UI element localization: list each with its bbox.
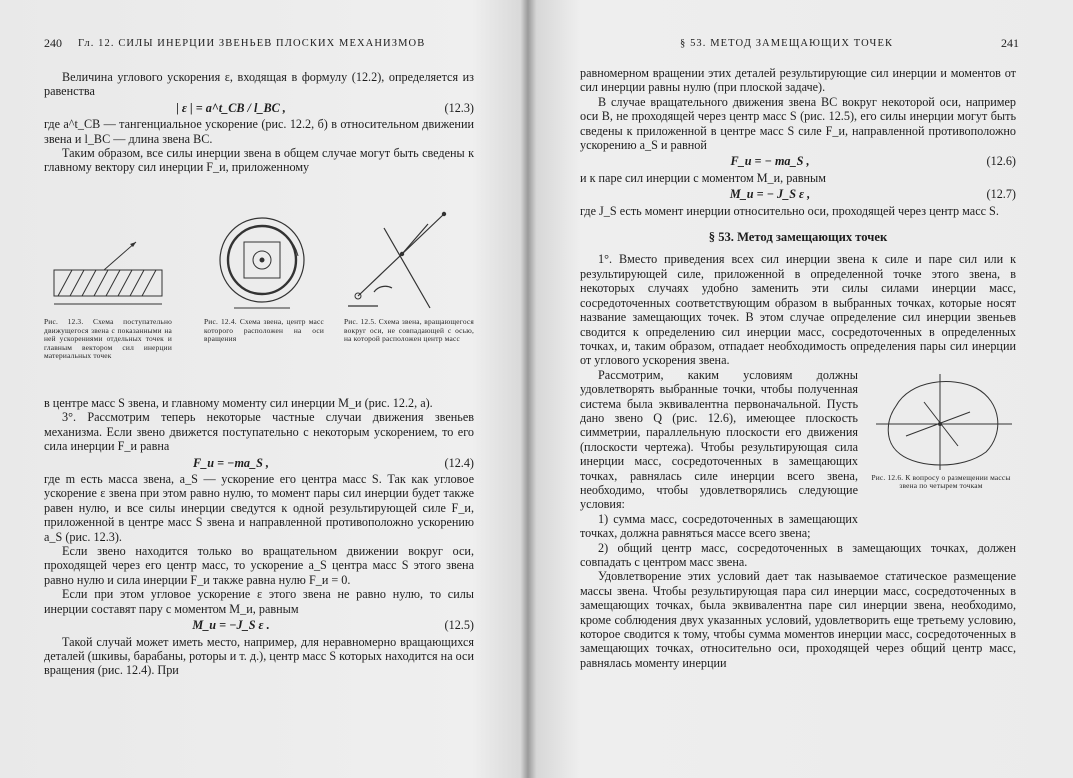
equation [44, 101, 474, 115]
paragraph: Если при этом угловое ускорение ε этого звена не равно нулю, то силы инерции составят пару с моментом M_и, равным [44, 587, 474, 616]
figure-12-5 [344, 208, 474, 318]
figure-12-6 [866, 372, 1016, 522]
paragraph: Рассмотрим, каким условиям должны удовлетворять выбранные точки, чтобы полученная система была эквивалентна первоначальной. Пусть дано звено Q (рис. 12.6), имеющее плоскость симметрии, параллельную плоскости его движения (плоскости чертежа). Чтобы результирующая сила инерции масс, сосредоточенных в замещающих точках, равнялась силе инерции всего звена, необходимо, чтобы удовлетворялись следующие условия: [580, 367, 858, 512]
equation-number: (12.7) [986, 187, 1016, 202]
paragraph: 1°. Вместо приведения всех сил инерции звена к силе и паре сил или к результирующей силе, приложенной в определенной точке этого звена, в некоторых случаях удобно заменить эти силы силами инерции масс, сосредоточенных соответствующим образом в выбранных точках, которые носят название замещающих точек. В этом случае определение сил инерции звеньев сводится к определению сил инерции масс, сосредоточенных в определенных точках, и, таким образом, отпадает необходимость определения пары сил инерции от углового ускорения звена. [580, 252, 1016, 368]
link-outline [888, 381, 998, 464]
formula: M_и = − J_S ε , [729, 187, 811, 202]
figure-12-3 [44, 236, 172, 316]
figure-12-4 [204, 208, 324, 318]
paragraph: и к паре сил инерции с моментом M_и, равным [580, 170, 826, 185]
left-text-bottom [44, 396, 474, 678]
equation-number: (12.5) [444, 618, 474, 633]
paragraph: Если звено находится только во вращательном движении вокруг оси, проходящей через его центр масс, то ускорение a_S центра масс S этого звена равно нулю и сила инерции F_и также равна нулю F_и = 0. [44, 544, 474, 587]
paragraph: Такой случай может иметь место, например, для неравномерно вращающихся деталей (шкивы, барабаны, роторы и т. д.), центр масс S которых находится на оси вращения (рис. 12.4). При [44, 634, 474, 678]
equation-number: (12.3) [444, 100, 474, 115]
paragraph: равномерном вращении этих деталей результирующие сил инерции и моментов от сил инерции равны нулю (при плоской задаче). [580, 66, 1016, 95]
equation [44, 618, 474, 632]
right-page [540, 0, 1073, 778]
right-text [580, 66, 1016, 670]
figure-caption: Рис. 12.3. Схема поступательно движущегося звена с показанными на ней ускорениями отдельных точек и главным вектором сил инерции материальных точек [44, 317, 172, 361]
paragraph: в центре масс S звена, и главному моменту сил инерции M_и (рис. 12.2, а). [44, 396, 433, 410]
formula: F_и = − ma_S , [730, 154, 810, 169]
section-title: § 53. Метод замещающих точек [708, 230, 888, 245]
figure-caption: Рис. 12.5. Схема звена, вращающегося вокруг оси, не совпадающей с осью, на которой расположен центр масс [344, 317, 474, 344]
equation [580, 154, 1016, 168]
left-text-top [44, 70, 474, 175]
figures-row [44, 208, 474, 388]
paragraph: где m есть масса звена, a_S — ускорение его центра масс S. Так как угловое ускорение ε звена при этом равно нулю, то момент пары сил инерции будет также равен нулю, и все силы инерции сведутся к одной результирующей силе F_и, приложенной в центре масс S звена и направленной противоположно ускорению a_S (рис. 12.3). [44, 472, 474, 544]
paragraph: 3°. Рассмотрим теперь некоторые частные случаи движения звеньев механизма. Если звено движется поступательно с некоторым ускорением, то его сила инерции F_и равна [44, 410, 474, 454]
equation [580, 187, 1016, 201]
running-head: § 53. МЕТОД ЗАМЕЩАЮЩИХ ТОЧЕК [680, 38, 894, 49]
paragraph: 1) сумма масс, сосредоточенных в замещающих точках, должна равняться массе всего звена; [580, 511, 858, 541]
left-page [0, 0, 530, 778]
figure-12-6-drawing [866, 372, 1016, 472]
equation [44, 456, 474, 470]
paragraph: В случае вращательного движения звена BC вокруг некоторой оси, например оси B, не проходящей через центр масс S (рис. 12.5), его силы инерции могут быть сведены к приложенной в центре масс S силе F_и, направленной противоположно ускорению a_S и равной [580, 94, 1016, 153]
formula: | ε | = a^t_CB / l_BC , [176, 100, 286, 115]
formula: F_и = −ma_S , [193, 455, 269, 470]
figure-caption: Рис. 12.4. Схема звена, центр масс которого расположен на оси вращения [204, 317, 324, 344]
page-number: 240 [44, 36, 62, 50]
paragraph: Величина углового ускорения ε, входящая в формулу (12.2), определяется из равенства [44, 70, 474, 99]
paragraph: где J_S есть момент инерции относительно оси, проходящей через центр масс S. [580, 203, 999, 218]
paragraph: где a^t_CB — тангенциальное ускорение (рис. 12.2, б) в относительном движении звена и l_BC — длина звена BC. [44, 117, 474, 146]
equation-number: (12.6) [986, 154, 1016, 169]
equation-number: (12.4) [444, 455, 474, 470]
paragraph: Удовлетворение этих условий дает так называемое статическое размещение массы звена. Чтобы результирующая пара сил инерции масс, сосредоточенных в замещающих точках, была эквивалентна паре сил инерции звена, необходимо, кроме соблюдения двух указанных условий, удовлетворить еще третьему условию, которое сводится к тому, чтобы сумма моментов инерции масс, сосредоточенных в замещающих точках, относительно оси, проходящей через общий центр масс, равнялась моменту инерции [580, 569, 1016, 670]
page-number: 241 [1001, 36, 1019, 50]
paragraph: 2) общий центр масс, сосредоточенных в замещающих точках, должен совпадать с центром масс звена. [580, 540, 1016, 569]
figure-caption: Рис. 12.6. К вопросу о размещении массы звена по четырем точкам [871, 472, 1011, 491]
formula: M_и = −J_S ε . [192, 618, 270, 633]
paragraph: Таким образом, все силы инерции звена в общем случае могут быть сведены к главному вектору сил инерции F_и, приложенному [44, 146, 474, 175]
running-head: Гл. 12. СИЛЫ ИНЕРЦИИ ЗВЕНЬЕВ ПЛОСКИХ МЕХАНИЗМОВ [78, 38, 426, 49]
